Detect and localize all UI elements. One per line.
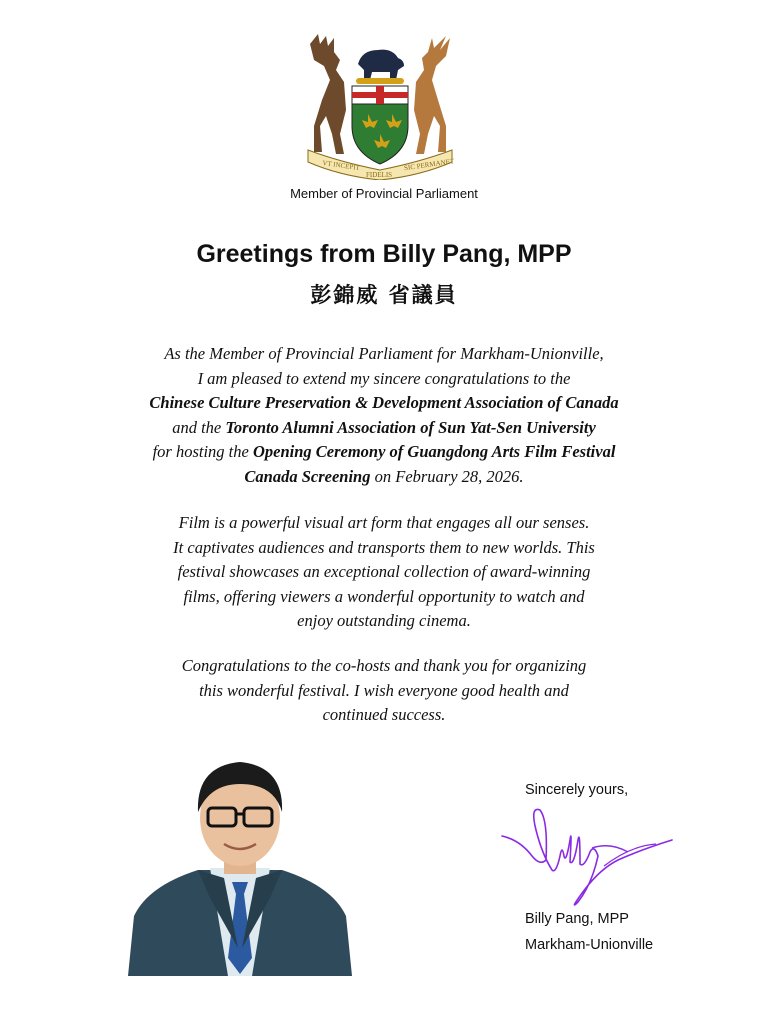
text-line: films, offering viewers a wonderful opportunity to watch and: [183, 586, 585, 606]
office-label: Member of Provincial Parliament: [290, 186, 478, 201]
text-line: this wonderful festival. I wish everyone good health and: [199, 680, 569, 700]
crest-motto-right: SIC PERMANET: [403, 157, 455, 173]
event-name-cont: Canada Screening: [244, 466, 371, 486]
text-line: Film is a powerful visual art form that engages all our senses.: [178, 513, 590, 532]
paragraph-closing: [90, 654, 678, 728]
closing-text: Sincerely yours,: [525, 782, 629, 798]
text-line: continued success.: [322, 705, 446, 724]
signer-name: Billy Pang, MPP: [525, 911, 629, 927]
text-line: for hosting the: [152, 442, 253, 461]
crest-motto-left: VT INCEPIT: [321, 158, 361, 173]
signature-stroke: [502, 809, 672, 904]
chinese-title: 彭錦威 省議員: [310, 282, 458, 307]
text-line: It captivates audiences and transports them to new worlds. This: [173, 537, 595, 557]
signer-riding: Markham-Unionville: [525, 937, 654, 953]
text-line: As the Member of Provincial Parliament for Markham-Unionville,: [164, 344, 604, 363]
page-title: Greetings from Billy Pang, MPP: [196, 240, 572, 268]
signature-image: [500, 800, 680, 910]
coat-of-arms-logo: [300, 30, 460, 180]
event-name: Opening Ceremony of Guangdong Arts Film Festival: [252, 442, 616, 461]
paragraph-congratulations: [90, 342, 678, 489]
org-name-alumni-association: Toronto Alumni Association of Sun Yat-Sen University: [225, 417, 596, 437]
org-name-cultural-association: Chinese Culture Preservation & Development Association of Canada: [149, 393, 619, 412]
crest-wreath: [356, 78, 404, 84]
event-date: on February 28, 2026.: [370, 466, 524, 486]
crest-motto-center: FIDELIS: [366, 171, 393, 179]
paragraph-film: [90, 511, 678, 634]
text-line: enjoy outstanding cinema.: [297, 611, 471, 630]
crest-bear: [358, 50, 404, 80]
text-line: Congratulations to the co-hosts and thank you for organizing: [181, 656, 587, 675]
crest-deer: [414, 36, 450, 154]
text-line: and the: [172, 417, 226, 437]
crest-moose: [310, 34, 346, 154]
text-line: I am pleased to extend my sincere congratulations to the: [197, 368, 571, 388]
signer-block: [525, 906, 653, 958]
portrait-photo: [128, 748, 352, 976]
text-line: festival showcases an exceptional collection of award-winning: [177, 562, 591, 581]
